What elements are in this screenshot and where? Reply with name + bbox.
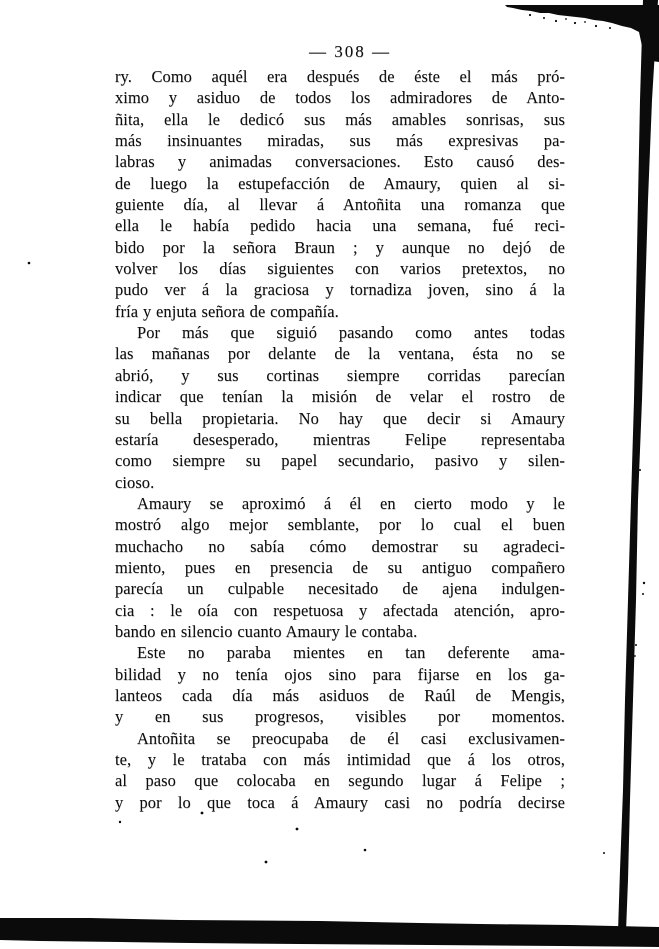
text-line: guiente día, al llevar á Antoñita una romanza que	[115, 195, 565, 215]
text-line: Por más que siguió pasando como antes todas	[137, 323, 565, 343]
text-line: ella le había pedido hacia una semana, fué reci-	[115, 216, 565, 236]
text-line: estaría desesperado, mientras Felipe representaba	[115, 429, 565, 449]
text-line: de luego la estupefacción de Amaury, quien al si-	[115, 173, 565, 193]
text-line: ry. Como aquél era después de éste el más pró-	[115, 67, 565, 86]
scan-smudge-right-edge	[618, 0, 658, 932]
text-line: al paso que colocaba en segundo lugar á Felipe ;	[115, 771, 565, 791]
text-line: parecía un culpable necesitado de ajena indulgen-	[115, 579, 565, 599]
text-line: más insinuantes miradas, sus más expresivas pa-	[115, 131, 565, 151]
text-line: su bella propietaria. No hay que decir si Amaury	[115, 408, 565, 428]
text-line: cia : le oía con respetuosa y afectada atención, apro-	[115, 600, 565, 620]
text-line: bido por la señora Braun ; y aunque no dejó de	[115, 237, 565, 257]
text-line: bando en silencio cuanto Amaury le contaba.	[115, 621, 418, 641]
text-line: labras y animadas conversaciones. Esto causó des-	[115, 152, 565, 172]
text-line: muchacho no sabía cómo demostrar su agradeci-	[115, 536, 565, 556]
text-line: Este no paraba mientes en tan deferente ama-	[137, 643, 565, 663]
text-line: te, y le trataba con más intimidad que á los otros,	[115, 750, 565, 769]
text-line: volver los días siguientes con varios pretextos, no	[115, 259, 565, 279]
text-line: indicar que tenían la misión de velar el rostro de	[115, 387, 565, 407]
text-line: pudo ver á la graciosa y tornadiza joven, sino á la	[115, 280, 565, 300]
text-line: las mañanas por delante de la ventana, ésta no se	[115, 344, 565, 364]
text-line: miento, pues en presencia de su antiguo compañero	[115, 557, 565, 577]
text-line: Antoñita se preocupaba de él casi exclusivamen-	[137, 728, 565, 748]
text-line: y en sus progresos, visibles por momentos.	[115, 707, 565, 727]
text-line: ximo y asiduo de todos los admiradores de Anto-	[115, 88, 565, 108]
text-line: como siempre su papel secundario, pasivo y silen-	[115, 451, 565, 471]
text-line: abrió, y sus cortinas siempre corridas parecían	[115, 365, 565, 385]
text-line: bilidad y no tenía ojos sino para fijarse en los ga-	[115, 664, 565, 684]
body-text	[115, 66, 565, 813]
text-line: fría y enjuta señora de compañía.	[115, 301, 339, 321]
text-line: cioso.	[115, 472, 155, 492]
text-line: lanteos cada día más asiduos de Raúl de Mengis,	[115, 685, 565, 705]
text-line: ñita, ella le dedicó sus más amables sonrisas, sus	[115, 109, 565, 129]
page-number: — 308 —	[309, 42, 391, 61]
text-line: mostró algo mejor semblante, por lo cual el buen	[115, 515, 565, 535]
scan-bar-bottom	[0, 918, 659, 947]
text-line: y por lo que toca á Amaury casi no podría decirse	[115, 792, 565, 812]
text-line: Amaury se aproximó á él en cierto modo y le	[137, 493, 565, 513]
